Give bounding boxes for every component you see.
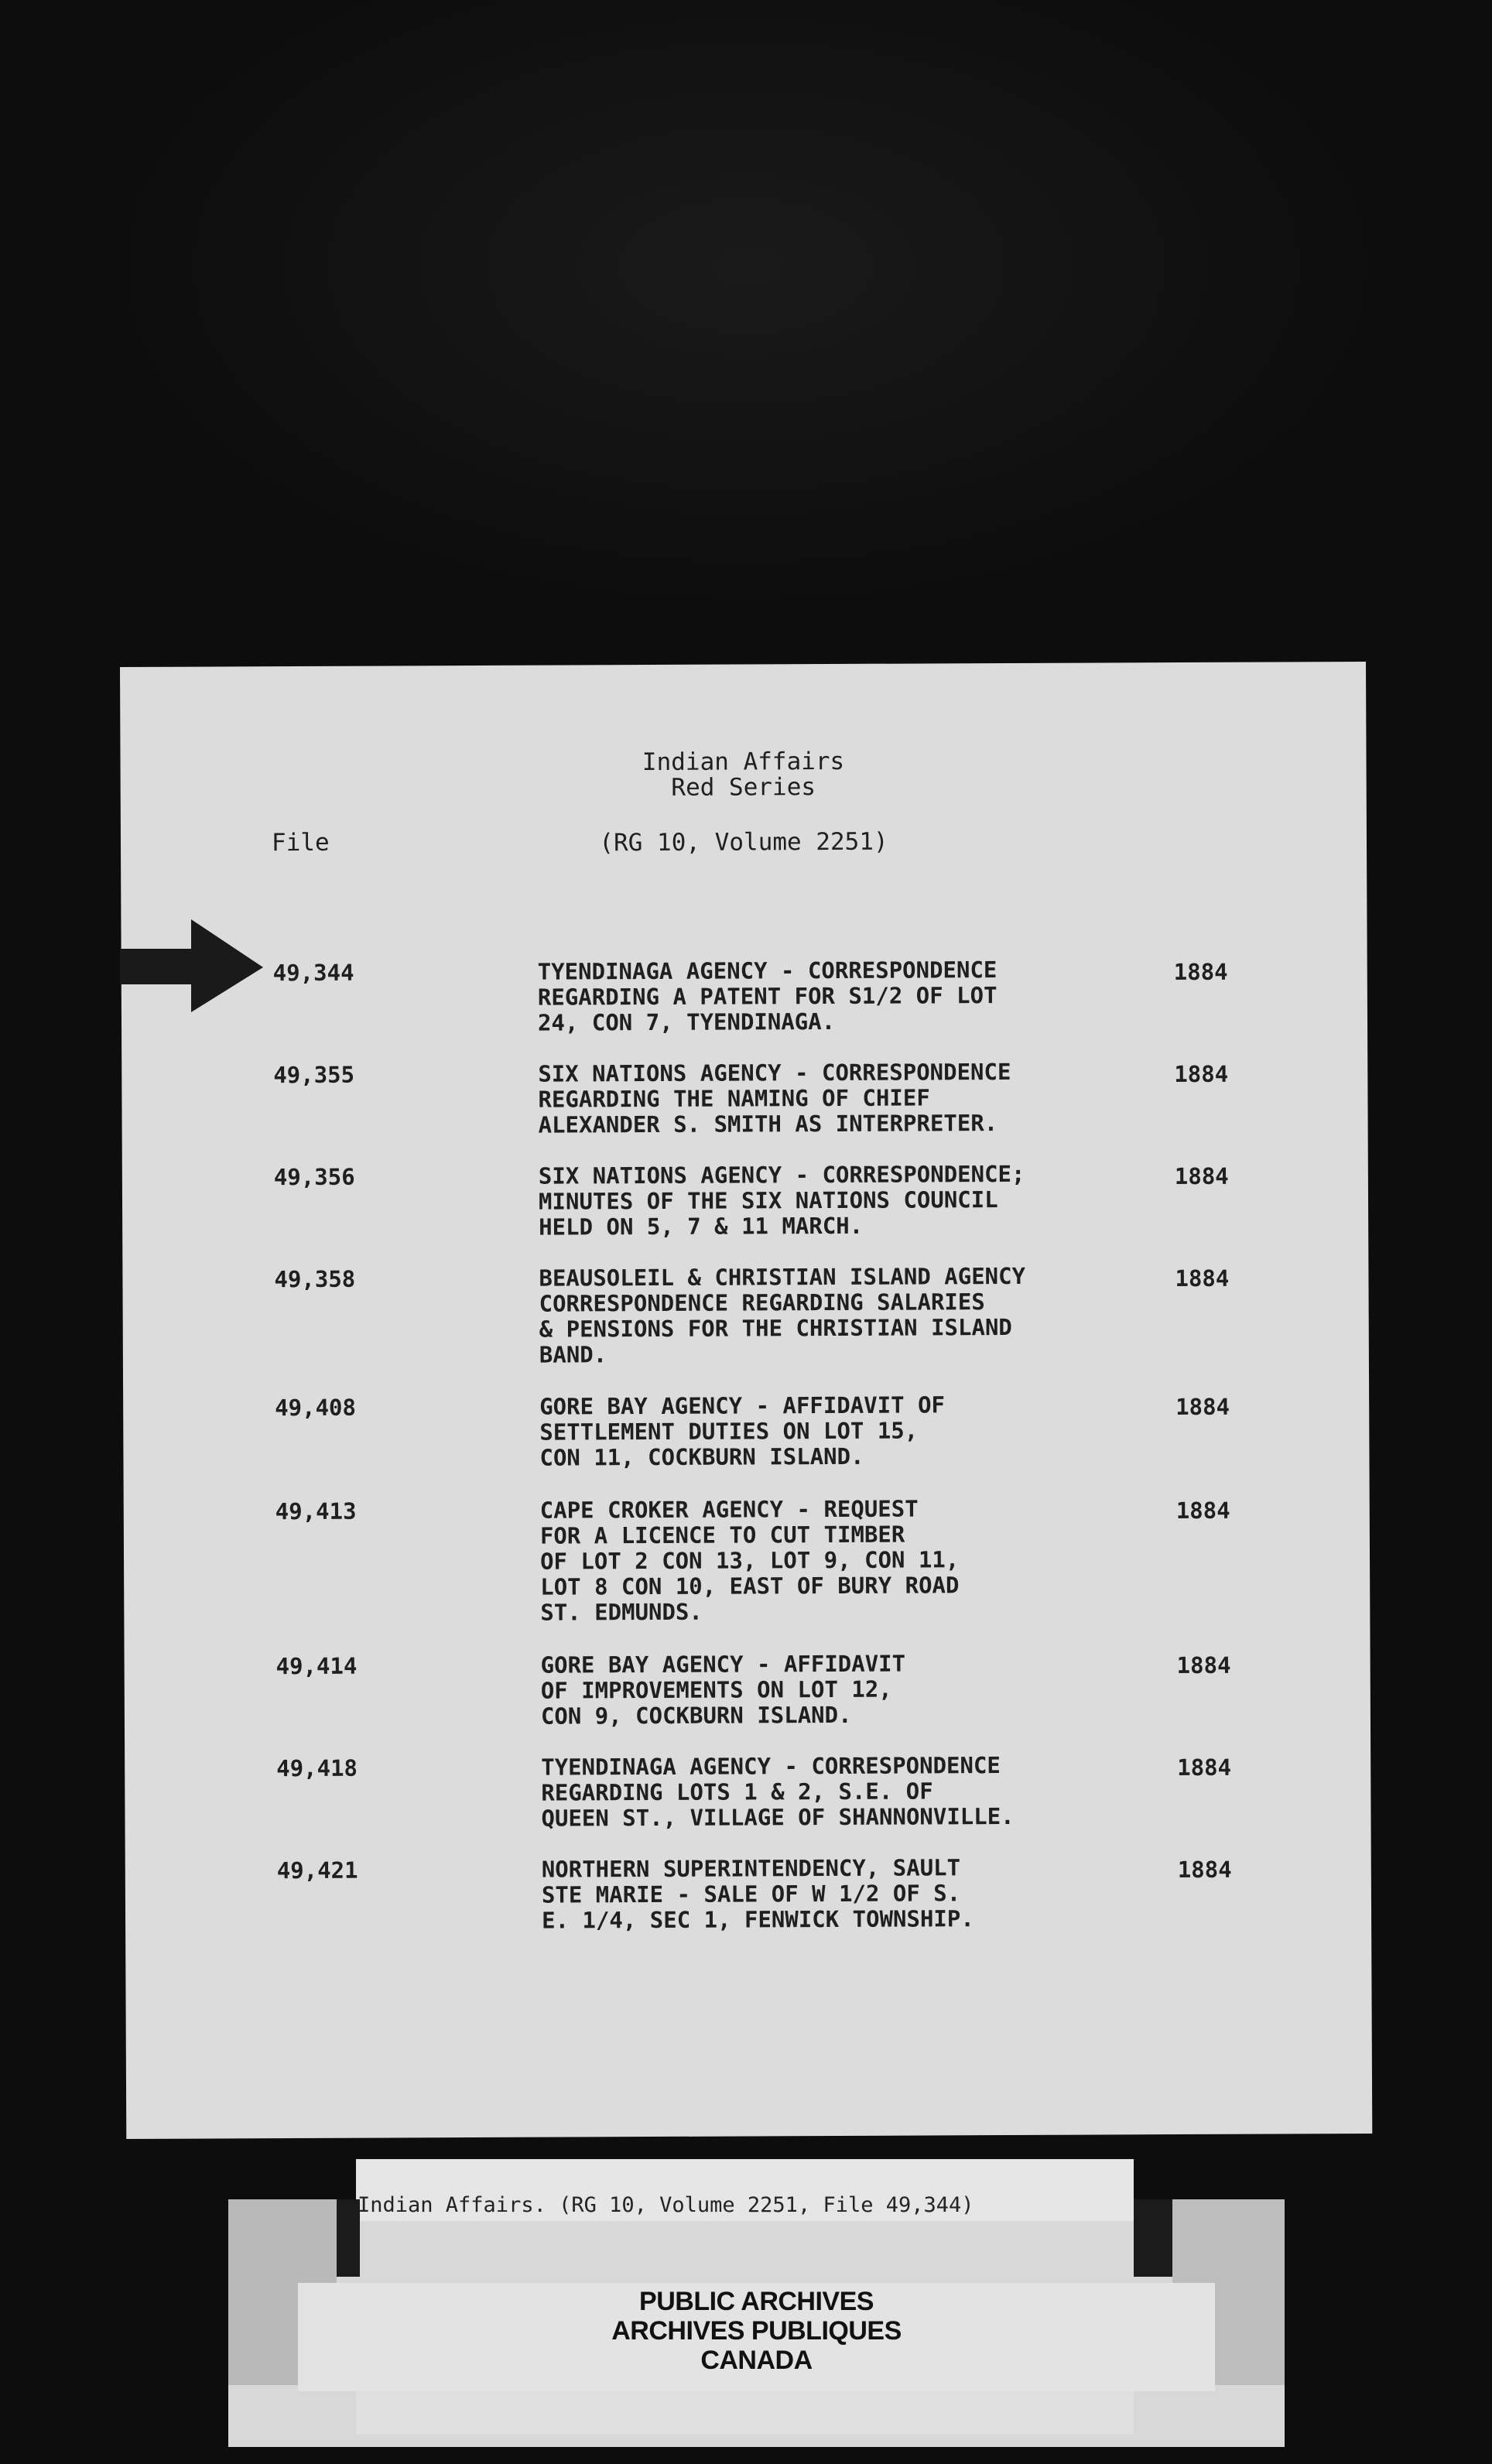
header-title: Indian Affairs: [642, 747, 845, 777]
entry-year: 1884: [1177, 1754, 1232, 1781]
entry-file-number: 49,408: [275, 1394, 357, 1422]
list-item: [125, 1751, 1371, 1859]
entry-year: 1884: [1176, 1651, 1231, 1679]
entry-description: CAPE CROKER AGENCY - REQUEST FOR A LICENCE TO CUT TIMBER OF LOT 2 CON 13, LOT 9, CON 11, LOT 8 CON 10, EAST OF BURY ROAD ST. EDMUNDS.: [539, 1495, 960, 1626]
entry-description: NORTHERN SUPERINTENDENCY, SAULT STE MARIE - SALE OF W 1/2 OF S. E. 1/4, SEC 1, FENWICK TOWNSHIP.: [541, 1854, 974, 1934]
list-item: [125, 1649, 1371, 1757]
entry-description: TYENDINAGA AGENCY - CORRESPONDENCE REGARDING LOTS 1 & 2, S.E. OF QUEEN ST., VILLAGE OF SHANNONVILLE.: [541, 1752, 1015, 1832]
entry-file-number: 49,358: [274, 1265, 356, 1293]
entry-file-number: 49,421: [276, 1857, 358, 1884]
archives-line-country: CANADA: [700, 2346, 813, 2375]
list-item: [124, 1494, 1371, 1655]
entry-description: GORE BAY AGENCY - AFFIDAVIT OF IMPROVEMENTS ON LOT 12, CON 9, COCKBURN ISLAND.: [540, 1650, 906, 1730]
entry-description: BEAUSOLEIL & CHRISTIAN ISLAND AGENCY CORRESPONDENCE REGARDING SALARIES & PENSIONS FOR THE CHRISTIAN ISLAND BAND.: [539, 1262, 1026, 1368]
list-item: [121, 956, 1368, 1063]
list-item: [122, 1262, 1369, 1396]
document-header: [120, 747, 1366, 803]
entry-year: 1884: [1175, 1393, 1230, 1421]
entry-year: 1884: [1174, 1060, 1229, 1088]
file-column-label: File: [271, 828, 330, 857]
archives-line-french: ARCHIVES PUBLIQUES: [611, 2316, 902, 2346]
citation-text: Indian Affairs. (RG 10, Volume 2251, File 49,344): [358, 2193, 974, 2217]
entry-file-number: 49,413: [275, 1497, 357, 1525]
entry-file-number: 49,355: [273, 1061, 355, 1089]
entry-year: 1884: [1173, 958, 1228, 986]
list-item: [121, 1058, 1368, 1165]
list-item: [125, 1853, 1372, 1961]
entry-year: 1884: [1175, 1265, 1230, 1292]
entry-year: 1884: [1174, 1162, 1229, 1190]
entry-description: GORE BAY AGENCY - AFFIDAVIT OF SETTLEMENT DUTIES ON LOT 15, CON 11, COCKBURN ISLAND.: [539, 1391, 946, 1471]
header-subtitle: Red Series: [671, 773, 816, 802]
archives-line-english: PUBLIC ARCHIVES: [639, 2287, 874, 2316]
list-item: [123, 1391, 1370, 1500]
volume-reference: (RG 10, Volume 2251): [599, 827, 888, 857]
label-clip-right: [1134, 2199, 1172, 2277]
entry-year: 1884: [1177, 1856, 1232, 1884]
entries-list: [121, 956, 1372, 1961]
entry-file-number: 49,414: [275, 1652, 358, 1680]
film-background: [0, 0, 1492, 666]
archives-stamp-base: [356, 2391, 1134, 2435]
entry-year: 1884: [1175, 1497, 1230, 1525]
entry-file-number: 49,418: [276, 1754, 358, 1782]
right-arrow-icon: [120, 919, 267, 1012]
label-clip-left: [337, 2199, 360, 2277]
entry-description: SIX NATIONS AGENCY - CORRESPONDENCE REGARDING THE NAMING OF CHIEF ALEXANDER S. SMITH AS INTERPRETER.: [538, 1058, 1011, 1138]
entry-description: SIX NATIONS AGENCY - CORRESPONDENCE; MINUTES OF THE SIX NATIONS COUNCIL HELD ON 5, 7 & 11 MARCH.: [538, 1160, 1025, 1241]
list-item: [122, 1160, 1369, 1268]
entry-description: TYENDINAGA AGENCY - CORRESPONDENCE REGARDING A PATENT FOR S1/2 OF LOT 24, CON 7, TYENDINAGA.: [537, 957, 998, 1036]
document-sheet: [120, 662, 1372, 2139]
archives-stamp-text: [298, 2287, 1215, 2375]
entry-file-number: 49,356: [273, 1163, 355, 1191]
entry-file-number: 49,344: [272, 959, 354, 987]
